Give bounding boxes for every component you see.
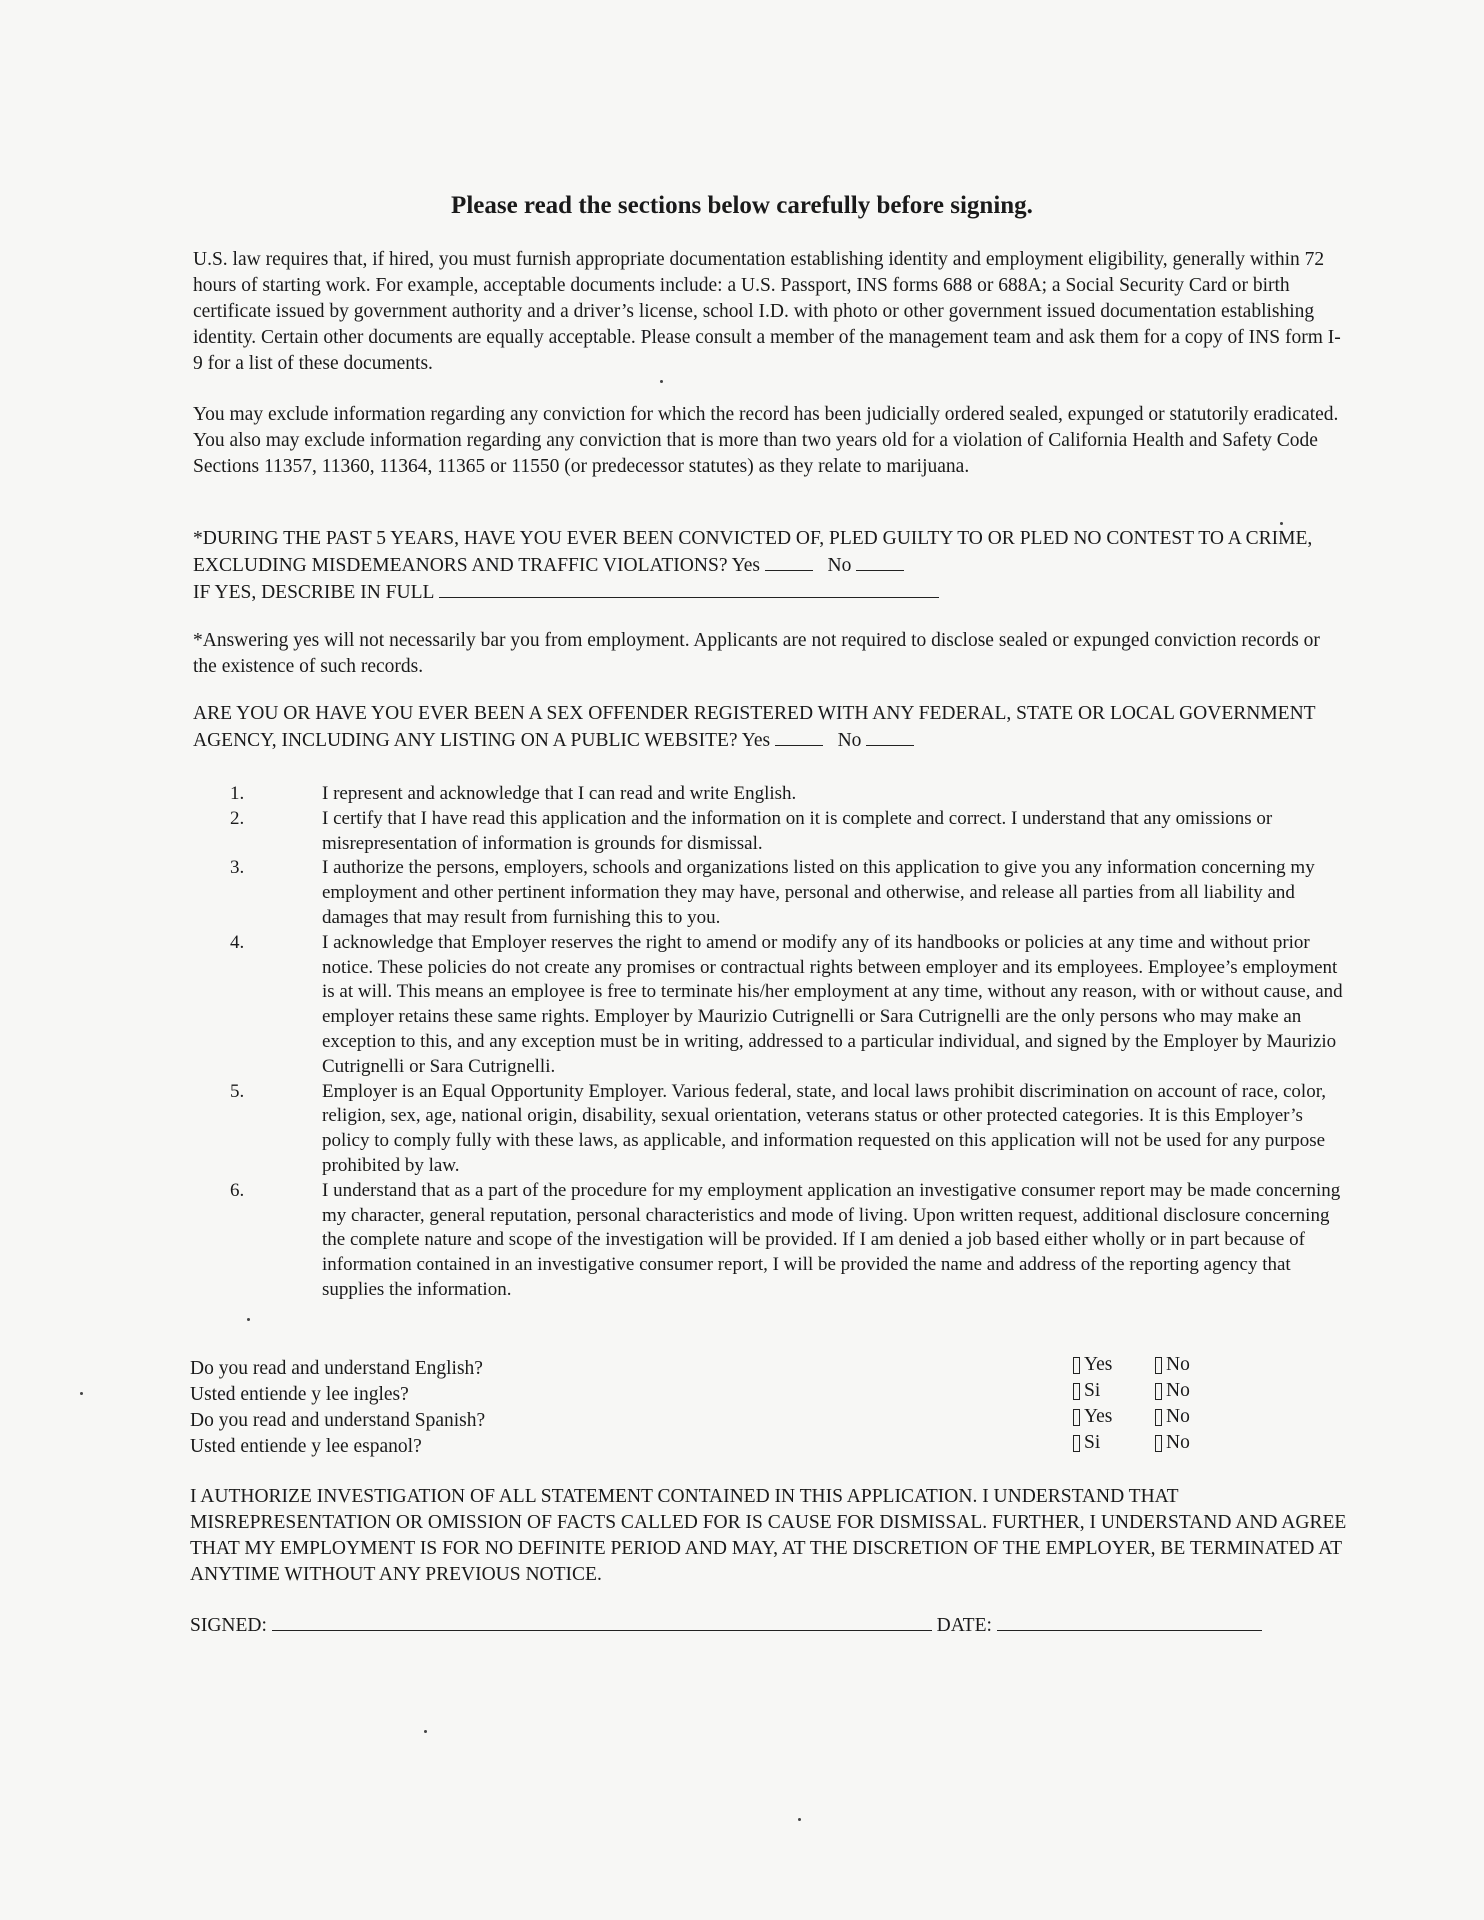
scan-speck <box>247 1318 250 1321</box>
language-answer-row <box>1073 1430 1273 1456</box>
item-text: Employer is an Equal Opportunity Employer. Various federal, state, and local laws prohibit discrimination on account of race, color, religion, sex, age, national origin, disability, sexual orientation, veterans status or other protected categories. It is this Employer’s policy to comply fully with these laws, as applicable, and information requested on this application will not be used for any purpose prohibited by law. <box>322 1080 1327 1176</box>
sex-offender-yes-blank[interactable] <box>775 727 823 746</box>
conviction-describe-blank[interactable] <box>439 579 939 598</box>
list-item <box>230 931 1345 1080</box>
option-label: No <box>1166 1406 1190 1427</box>
scan-speck <box>660 380 663 383</box>
list-item <box>230 856 1345 930</box>
date-label: DATE: <box>936 1615 992 1636</box>
item-number: 5. <box>230 1080 245 1102</box>
item-number: 1. <box>230 783 245 804</box>
sex-offender-question-text: ARE YOU OR HAVE YOU EVER BEEN A SEX OFFENDER REGISTERED WITH ANY FEDERAL, STATE OR LOCAL GOVERNMENT AGENCY, INCLUDING ANY LISTING ON A PUBLIC WEBSITE? <box>193 703 1316 751</box>
sex-offender-question <box>193 701 1341 754</box>
list-item <box>230 782 1345 807</box>
scan-speck <box>798 1818 801 1821</box>
language-option[interactable] <box>1073 1378 1155 1404</box>
sex-offender-yes-label: Yes <box>741 730 771 751</box>
page-title: Please read the sections below carefully before signing. <box>451 192 1033 219</box>
date-field[interactable] <box>997 1610 1262 1631</box>
checkbox[interactable] <box>1155 1435 1162 1452</box>
option-label: Yes <box>1084 1406 1113 1427</box>
language-option[interactable] <box>1073 1404 1155 1430</box>
list-item <box>230 1179 1345 1303</box>
language-answer-row <box>1073 1404 1273 1430</box>
language-answer-row <box>1073 1352 1273 1378</box>
item-text: I understand that as a part of the procedure for my employment application an investigative consumer report may be made concerning my character, general reputation, personal characteristics and mode of living. Upon written request, additional disclosure concerning the complete nature and scope of the investigation will be provided. If I am denied a job based either wholly or in part because of information contained in an investigative consumer report, I will be provided the name and address of the reporting agency that supplies the information. <box>322 1179 1341 1300</box>
item-text: I acknowledge that Employer reserves the right to amend or modify any of its handbooks or policies at any time and without prior notice. These policies do not create any promises or contractual rights between employer and its employees. Employee’s employment is at will. This means an employee is free to terminate his/her employment at any time, without any reason, with or without cause, and employer retains these same rights. Employer by Maurizio Cutrignelli or Sara Cutrignelli are the only persons who may make an exception to this, and any exception must be in writing, addressed to a particular individual, and signed by the Employer by Maurizio Cutrignelli or Sara Cutrignelli. <box>322 931 1343 1077</box>
item-text: I represent and acknowledge that I can read and write English. <box>322 783 797 804</box>
language-answers <box>1073 1352 1273 1456</box>
acknowledgement-list <box>230 782 1345 1303</box>
option-label: No <box>1166 1354 1190 1375</box>
conviction-describe-label: IF YES, DESCRIBE IN FULL <box>193 582 434 603</box>
checkbox[interactable] <box>1073 1409 1080 1426</box>
language-question: Do you read and understand Spanish? <box>190 1410 486 1431</box>
list-item <box>230 1080 1345 1179</box>
language-option[interactable] <box>1155 1378 1237 1404</box>
conviction-yes-blank[interactable] <box>765 552 813 571</box>
item-number: 2. <box>230 807 245 829</box>
signed-label: SIGNED: <box>190 1615 267 1636</box>
checkbox[interactable] <box>1155 1409 1162 1426</box>
scan-speck <box>80 1392 83 1395</box>
item-number: 6. <box>230 1179 245 1201</box>
authorization-statement: I AUTHORIZE INVESTIGATION OF ALL STATEMENT CONTAINED IN THIS APPLICATION. I UNDERSTAND THAT MISREPRESENTATION OR OMISSION OF FACTS CALLED FOR IS CAUSE FOR DISMISSAL. FURTHER, I UNDERSTAND AND AGREE THAT MY EMPLOYMENT IS FOR NO DEFINITE PERIOD AND MAY, AT THE DISCRETION OF THE EMPLOYER, BE TERMINATED AT ANYTIME WITHOUT ANY PREVIOUS NOTICE. <box>190 1486 1347 1585</box>
item-number: 3. <box>230 857 245 879</box>
language-option[interactable] <box>1073 1352 1155 1378</box>
scan-speck <box>1280 522 1283 525</box>
sex-offender-no-label: No <box>837 730 862 751</box>
language-question: Do you read and understand English? <box>190 1358 483 1379</box>
checkbox[interactable] <box>1073 1383 1080 1400</box>
conviction-note: *Answering yes will not necessarily bar you from employment. Applicants are not required to disclose sealed or expunged conviction records or the existence of such records. <box>193 630 1320 677</box>
language-option[interactable] <box>1073 1430 1155 1456</box>
conviction-no-blank[interactable] <box>856 552 904 571</box>
item-text: I certify that I have read this application and the information on it is complete and correct. I understand that any omissions or misrepresentation of information is grounds for dismissal. <box>322 807 1273 854</box>
scan-speck <box>424 1730 427 1733</box>
sex-offender-no-blank[interactable] <box>866 727 914 746</box>
conviction-no-label: No <box>827 555 852 576</box>
conviction-yes-label: Yes <box>731 555 761 576</box>
option-label: Si <box>1084 1380 1101 1401</box>
item-number: 4. <box>230 931 245 953</box>
language-question: Usted entiende y lee ingles? <box>190 1384 409 1405</box>
option-label: No <box>1166 1432 1190 1453</box>
option-label: Si <box>1084 1432 1101 1453</box>
conviction-question-text: *DURING THE PAST 5 YEARS, HAVE YOU EVER BEEN CONVICTED OF, PLED GUILTY TO OR PLED NO CONTEST TO A CRIME, EXCLUDING MISDEMEANORS AND TRAFFIC VIOLATIONS? <box>193 528 1313 576</box>
language-questions <box>190 1356 690 1460</box>
exclusion-paragraph: You may exclude information regarding any conviction for which the record has been judicially ordered sealed, expunged or statutorily eradicated. You also may exclude information regarding any conviction that is more than two years old for a violation of California Health and Safety Code Sections 11357, 11360, 11364, 11365 or 11550 (or predecessor statutes) as they relate to marijuana. <box>193 404 1339 477</box>
language-option[interactable] <box>1155 1430 1237 1456</box>
language-answer-row <box>1073 1378 1273 1404</box>
checkbox[interactable] <box>1073 1435 1080 1452</box>
option-label: Yes <box>1084 1354 1113 1375</box>
documentation-paragraph: U.S. law requires that, if hired, you must furnish appropriate documentation establishing identity and employment eligibility, generally within 72 hours of starting work. For example, acceptable documents include: a U.S. Passport, INS forms 688 or 688A; a Social Security Card or birth certificate issued by government authority and a driver’s license, school I.D. with photo or other government issued documentation establishing identity. Certain other documents are equally acceptable. Please consult a member of the management team and ask them for a copy of INS form I-9 for a list of these documents. <box>193 249 1341 374</box>
language-question: Usted entiende y lee espanol? <box>190 1436 422 1457</box>
language-option[interactable] <box>1155 1352 1237 1378</box>
conviction-question <box>193 526 1341 606</box>
language-option[interactable] <box>1155 1404 1237 1430</box>
checkbox[interactable] <box>1155 1357 1162 1374</box>
signature-field[interactable] <box>272 1610 932 1631</box>
checkbox[interactable] <box>1155 1383 1162 1400</box>
option-label: No <box>1166 1380 1190 1401</box>
item-text: I authorize the persons, employers, schools and organizations listed on this application to give you any information concerning my employment and other pertinent information they may have, personal and otherwise, and release all parties from all liability and damages that may result from furnishing this to you. <box>322 857 1315 928</box>
checkbox[interactable] <box>1073 1357 1080 1374</box>
list-item <box>230 807 1345 857</box>
signature-line <box>190 1610 1390 1637</box>
